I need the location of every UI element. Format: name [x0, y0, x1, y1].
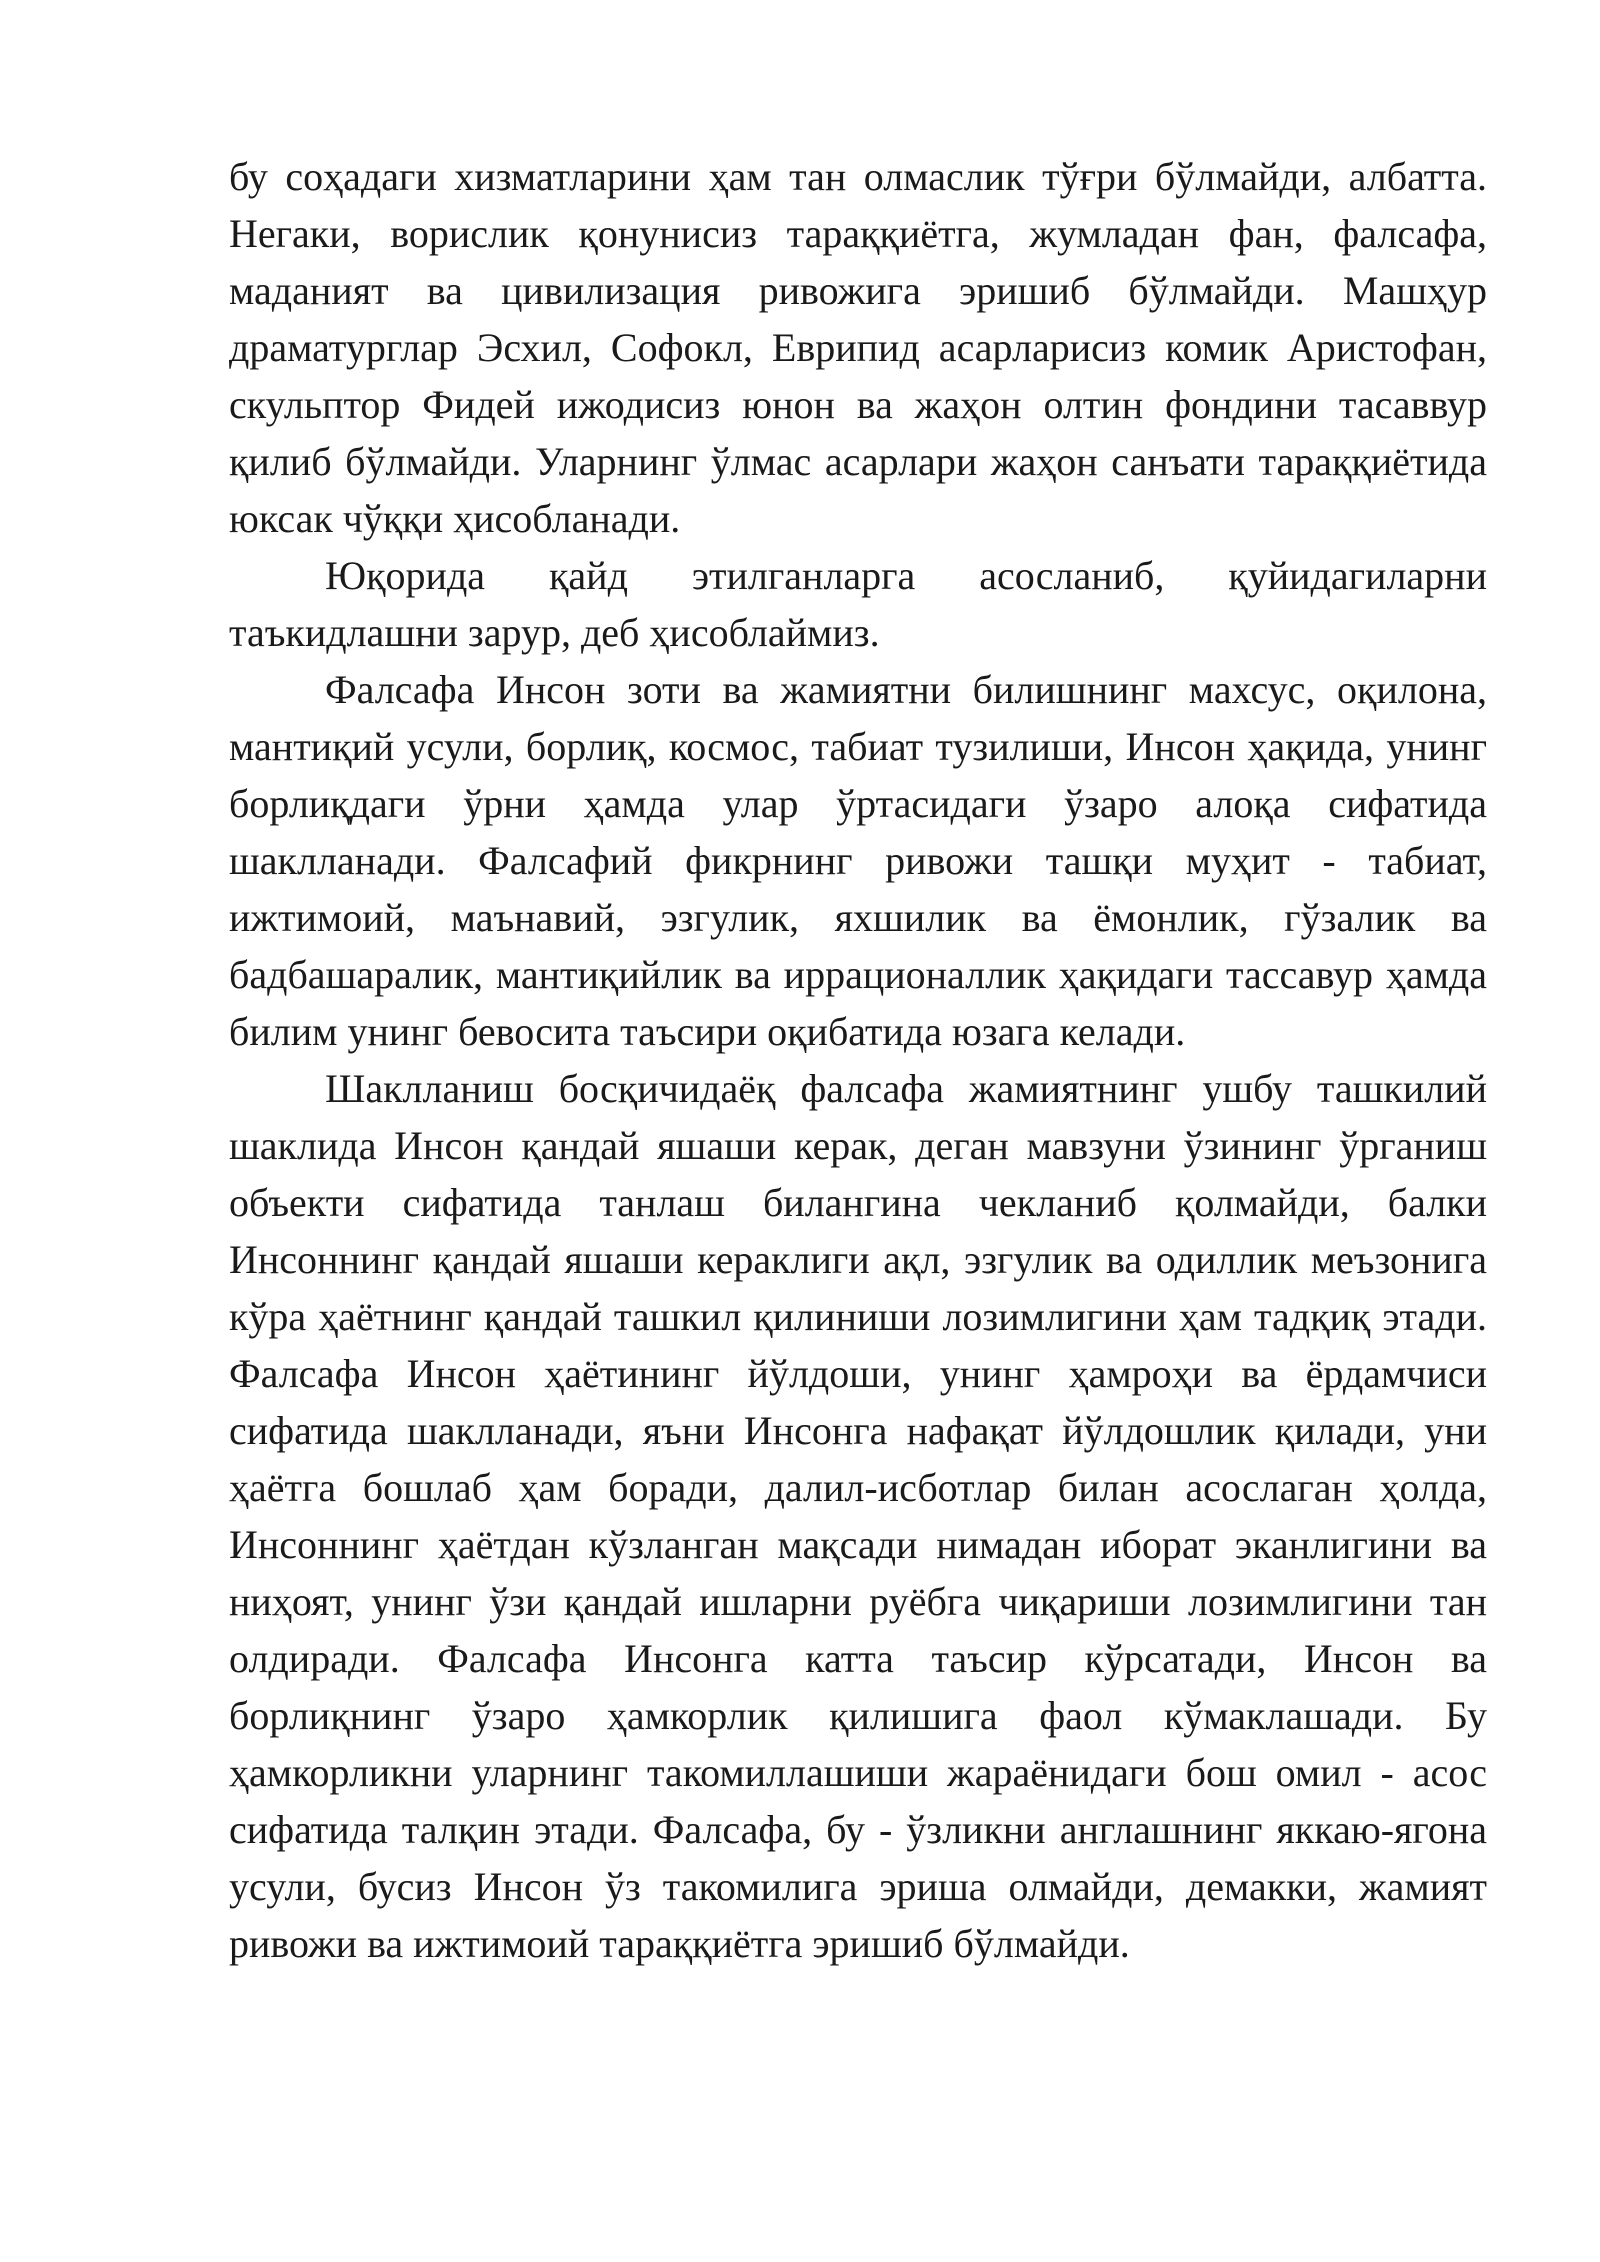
paragraph: Шаклланиш босқичидаёқ фалсафа жамиятнинг ушбу ташкилий шаклида Инсон қандай яшаши керак, деган мавзуни ўзининг ўрганиш объекти сифатида танлаш билангина чекланиб қолмайди, балки Инсоннинг қандай яшаши кераклиги ақл, эзгулик ва одиллик меъзонига кўра ҳаётнинг қандай ташкил қилиниши лозимлигини ҳам тадқиқ этади. Фалсафа Инсон ҳаётининг йўлдоши, унинг ҳамроҳи ва ёрдамчиси сифатида шаклланади, яъни Инсонга нафақат йўлдошлик қилади, уни ҳаётга бошлаб ҳам боради, далил-исботлар билан асослаган ҳолда, Инсоннинг ҳаётдан кўзланган мақсади нимадан иборат эканлигини ва ниҳоят, унинг ўзи қандай ишларни руёбга чиқариши лозимлигини тан олдиради. Фалсафа Инсонга катта таъсир кўрсатади, Инсон ва борлиқнинг ўзаро ҳамкорлик қилишига фаол кўмаклашади. Бу ҳамкорликни уларнинг такомиллашиши жараёнидаги бош омил - асос сифатида талқин этади. Фалсафа, бу - ўзликни англашнинг яккаю-ягона усули, бусиз Инсон ўз такомилига эриша олмайди, демакки, жамият ривожи ва ижтимоий тараққиётга эришиб бўлмайди. [229, 1066, 1487, 1966]
paragraph: Юқорида қайд этилганларга асосланиб, қуйидагиларни таъкидлашни зарур, деб ҳисоблаймиз. [229, 553, 1487, 655]
document-body [229, 148, 1487, 1972]
paragraph-continuation: бу соҳадаги хизматларини ҳам тан олмаслик тўғри бўлмайди, албатта. Негаки, ворислик қонунисиз тараққиётга, жумладан фан, фалсафа, маданият ва цивилизация ривожига эришиб бўлмайди. Машҳур драматурглар Эсхил, Софокл, Еврипид асарларисиз комик Аристофан, скульптор Фидей ижодисиз юнон ва жаҳон олтин фондини тасаввур қилиб бўлмайди. Уларнинг ўлмас асарлари жаҳон санъати тараққиётида юксак чўққи ҳисобланади. [229, 154, 1487, 541]
paragraph: Фалсафа Инсон зоти ва жамиятни билишнинг махсус, оқилона, мантиқий усули, борлиқ, космос, табиат тузилиши, Инсон ҳақида, унинг борлиқдаги ўрни ҳамда улар ўртасидаги ўзаро алоқа сифатида шаклланади. Фалсафий фикрнинг ривожи ташқи муҳит - табиат, ижтимоий, маънавий, эзгулик, яхшилик ва ёмонлик, гўзалик ва бадбашаралик, мантиқийлик ва иррационаллик ҳақидаги тассавур ҳамда билим унинг бевосита таъсири оқибатида юзага келади. [229, 667, 1487, 1054]
